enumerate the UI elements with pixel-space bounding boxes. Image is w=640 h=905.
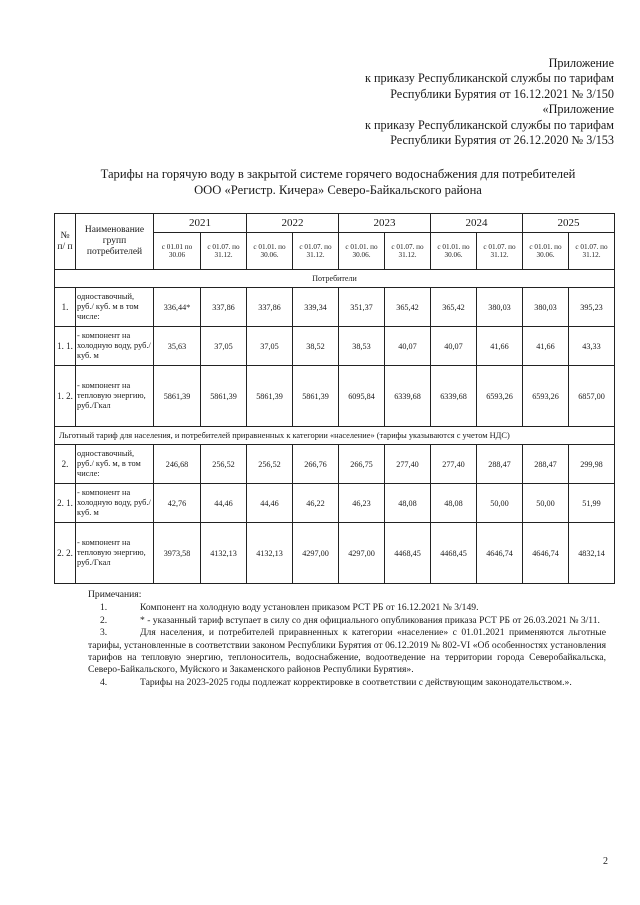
tariff-value-cell: 44,46 bbox=[201, 484, 247, 523]
row-name: - компонент на тепловую энергию, руб./Гкал bbox=[76, 366, 154, 427]
tariff-value-cell: 337,86 bbox=[201, 288, 247, 327]
header-period: с 01.07. по 31.12. bbox=[569, 233, 615, 270]
row-number: 1. bbox=[55, 288, 76, 327]
tariff-value-cell: 5861,39 bbox=[293, 366, 339, 427]
tariff-value-cell: 6593,26 bbox=[523, 366, 569, 427]
note-text: Компонент на холодную воду установлен приказом РСТ РБ от 16.12.2021 № 3/149. bbox=[140, 602, 479, 614]
table-row bbox=[55, 288, 615, 327]
tariff-value-cell: 41,66 bbox=[477, 327, 523, 366]
note-number: 3. bbox=[100, 627, 108, 639]
tariff-value-cell: 351,37 bbox=[339, 288, 385, 327]
tariff-value-cell: 37,05 bbox=[201, 327, 247, 366]
tariff-value-cell: 5861,39 bbox=[154, 366, 201, 427]
header-period: с 01.01. по 30.06. bbox=[339, 233, 385, 270]
tariff-value-cell: 380,03 bbox=[523, 288, 569, 327]
header-year: 2022 bbox=[247, 214, 339, 233]
header-period: с 01.01 по 30.06 bbox=[154, 233, 201, 270]
header-line: к приказу Республиканской службы по тарифам bbox=[365, 117, 614, 132]
tariff-value-cell: 43,33 bbox=[569, 327, 615, 366]
table-row bbox=[55, 523, 615, 584]
table-row bbox=[55, 445, 615, 484]
tariff-value-cell: 48,08 bbox=[431, 484, 477, 523]
header-year: 2023 bbox=[339, 214, 431, 233]
document-title bbox=[60, 166, 616, 198]
tariff-value-cell: 4646,74 bbox=[477, 523, 523, 584]
tariff-value-cell: 44,46 bbox=[247, 484, 293, 523]
tariff-value-cell: 50,00 bbox=[523, 484, 569, 523]
header-period: с 01.07. по 31.12. bbox=[201, 233, 247, 270]
tariff-value-cell: 380,03 bbox=[477, 288, 523, 327]
row-name: одноставочный, руб./ куб. м в том числе: bbox=[76, 288, 154, 327]
document-header bbox=[365, 56, 614, 148]
tariff-value-cell: 6593,26 bbox=[477, 366, 523, 427]
notes-block bbox=[88, 589, 606, 689]
row-number: 2. 1. bbox=[55, 484, 76, 523]
note-item bbox=[88, 627, 606, 677]
tariff-value-cell: 5861,39 bbox=[201, 366, 247, 427]
row-number: 2. 2. bbox=[55, 523, 76, 584]
tariff-value-cell: 48,08 bbox=[385, 484, 431, 523]
tariff-value-cell: 4646,74 bbox=[523, 523, 569, 584]
tariff-value-cell: 256,52 bbox=[201, 445, 247, 484]
section-row-consumers bbox=[55, 270, 615, 288]
row-number: 1. 2. bbox=[55, 366, 76, 427]
tariff-value-cell: 6339,68 bbox=[431, 366, 477, 427]
tariff-value-cell: 4297,00 bbox=[293, 523, 339, 584]
header-line: Республики Бурятия от 26.12.2020 № 3/153 bbox=[390, 133, 614, 148]
note-text: Для населения, и потребителей приравненных к категории «население» с 01.01.2021 применяются льготные тарифы, установленные в соответствии законом Республики Бурятия от 06.12.2019 № 802-VI «Об особенностях установления тарифов на тепловую энергию, теплоноситель, водоснабжение, водоотведение на территории города Северобайкальска, Северо-Байкальского, Муйского и Закаменского районов Республики Бурятия». bbox=[88, 627, 606, 676]
section-row-preferential bbox=[55, 427, 615, 445]
tariff-value-cell: 288,47 bbox=[477, 445, 523, 484]
note-number: 4. bbox=[100, 676, 108, 688]
tariff-table bbox=[54, 213, 615, 584]
tariff-value-cell: 3973,58 bbox=[154, 523, 201, 584]
tariff-value-cell: 6857,00 bbox=[569, 366, 615, 427]
tariff-value-cell: 50,00 bbox=[477, 484, 523, 523]
notes-intro: Примечания: bbox=[88, 589, 142, 600]
title-line-1: Тарифы на горячую воду в закрытой системе горячего водоснабжения для потребителей bbox=[100, 167, 576, 181]
tariff-value-cell: 40,07 bbox=[385, 327, 431, 366]
header-period: с 01.07. по 31.12. bbox=[385, 233, 431, 270]
header-consumer-group: Наименование групп потребителей bbox=[76, 214, 154, 270]
row-number: 2. bbox=[55, 445, 76, 484]
tariff-value-cell: 365,42 bbox=[385, 288, 431, 327]
table-header-row bbox=[55, 214, 615, 233]
tariff-value-cell: 41,66 bbox=[523, 327, 569, 366]
header-period: с 01.01. по 30.06. bbox=[431, 233, 477, 270]
tariff-value-cell: 337,86 bbox=[247, 288, 293, 327]
header-year: 2024 bbox=[431, 214, 523, 233]
row-number: 1. 1. bbox=[55, 327, 76, 366]
tariff-value-cell: 4832,14 bbox=[569, 523, 615, 584]
tariff-value-cell: 336,44* bbox=[154, 288, 201, 327]
tariff-value-cell: 5861,39 bbox=[247, 366, 293, 427]
header-line: Республики Бурятия от 16.12.2021 № 3/150 bbox=[390, 86, 614, 101]
page-number: 2 bbox=[603, 856, 608, 867]
tariff-value-cell: 38,52 bbox=[293, 327, 339, 366]
header-year: 2021 bbox=[154, 214, 247, 233]
header-line: к приказу Республиканской службы по тарифам bbox=[365, 71, 614, 86]
tariff-value-cell: 38,53 bbox=[339, 327, 385, 366]
tariff-value-cell: 256,52 bbox=[247, 445, 293, 484]
tariff-value-cell: 4468,45 bbox=[431, 523, 477, 584]
header-year: 2025 bbox=[523, 214, 615, 233]
tariff-value-cell: 6095,84 bbox=[339, 366, 385, 427]
note-item bbox=[88, 602, 606, 614]
tariff-value-cell: 365,42 bbox=[431, 288, 477, 327]
tariff-value-cell: 46,23 bbox=[339, 484, 385, 523]
section-title: Льготный тариф для населения, и потребителей приравненных к категории «население» (тарифы указываются с учетом НДС) bbox=[55, 427, 615, 445]
tariff-value-cell: 51,99 bbox=[569, 484, 615, 523]
table-row bbox=[55, 366, 615, 427]
table-row bbox=[55, 484, 615, 523]
section-body-consumers bbox=[55, 288, 615, 427]
tariff-value-cell: 37,05 bbox=[247, 327, 293, 366]
tariff-value-cell: 4132,13 bbox=[247, 523, 293, 584]
note-item bbox=[88, 615, 606, 627]
tariff-value-cell: 266,76 bbox=[293, 445, 339, 484]
row-name: - компонент на холодную воду, руб./ куб. м bbox=[76, 327, 154, 366]
header-period: с 01.07. по 31.12. bbox=[477, 233, 523, 270]
tariff-value-cell: 288,47 bbox=[523, 445, 569, 484]
table-row bbox=[55, 327, 615, 366]
tariff-value-cell: 46,22 bbox=[293, 484, 339, 523]
row-name: одноставочный, руб./ куб. м, в том числе: bbox=[76, 445, 154, 484]
header-period: с 01.07. по 31.12. bbox=[293, 233, 339, 270]
section-title: Потребители bbox=[55, 270, 615, 288]
tariff-value-cell: 35,63 bbox=[154, 327, 201, 366]
tariff-value-cell: 277,40 bbox=[431, 445, 477, 484]
note-number: 1. bbox=[100, 602, 108, 614]
tariff-value-cell: 40,07 bbox=[431, 327, 477, 366]
header-line: Приложение bbox=[548, 56, 614, 70]
header-number: № п/ п bbox=[55, 214, 76, 270]
tariff-value-cell: 246,68 bbox=[154, 445, 201, 484]
tariff-value-cell: 277,40 bbox=[385, 445, 431, 484]
tariff-value-cell: 42,76 bbox=[154, 484, 201, 523]
header-period: с 01.01. по 30.06. bbox=[247, 233, 293, 270]
tariff-value-cell: 4468,45 bbox=[385, 523, 431, 584]
tariff-value-cell: 266,75 bbox=[339, 445, 385, 484]
header-line: «Приложение bbox=[542, 102, 614, 117]
tariff-value-cell: 299,98 bbox=[569, 445, 615, 484]
tariff-value-cell: 6339,68 bbox=[385, 366, 431, 427]
tariff-value-cell: 4132,13 bbox=[201, 523, 247, 584]
section-body-preferential bbox=[55, 445, 615, 584]
tariff-value-cell: 4297,00 bbox=[339, 523, 385, 584]
note-text: * - указанный тариф вступает в силу со дня официального опубликования приказа РСТ РБ от 26.03.2021 № 3/11. bbox=[140, 614, 600, 626]
tariff-value-cell: 339,34 bbox=[293, 288, 339, 327]
title-line-2: ООО «Регистр. Кичера» Северо-Байкальского района bbox=[194, 183, 482, 197]
note-number: 2. bbox=[100, 614, 108, 626]
tariff-value-cell: 395,23 bbox=[569, 288, 615, 327]
row-name: - компонент на холодную воду, руб./ куб. м bbox=[76, 484, 154, 523]
row-name: - компонент на тепловую энергию, руб./Гкал bbox=[76, 523, 154, 584]
header-period: с 01.01. по 30.06. bbox=[523, 233, 569, 270]
note-text: Тарифы на 2023-2025 годы подлежат корректировке в соответствии с действующим законодательством.». bbox=[140, 676, 572, 688]
note-item bbox=[88, 677, 606, 689]
